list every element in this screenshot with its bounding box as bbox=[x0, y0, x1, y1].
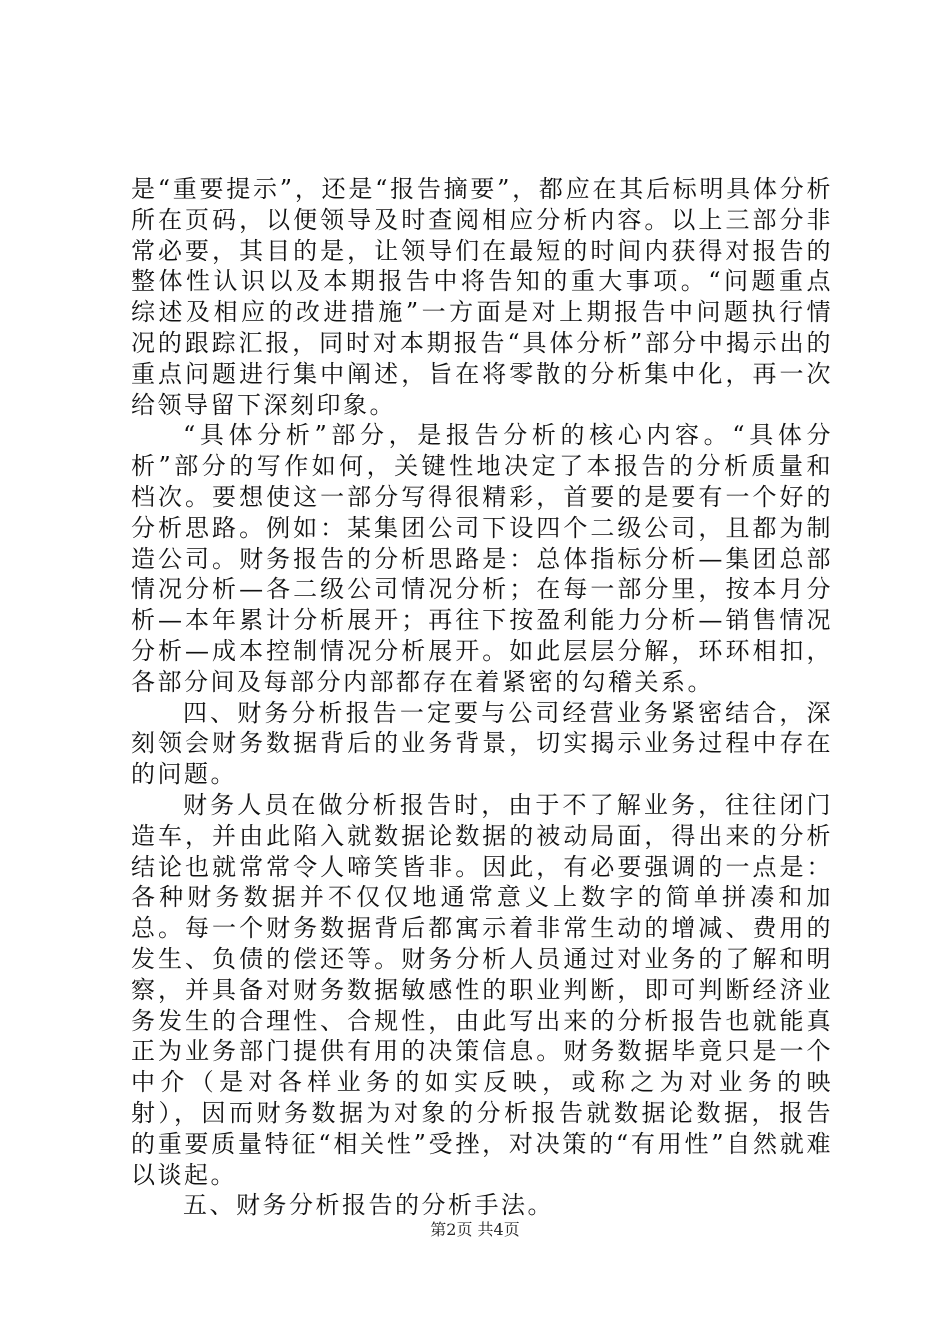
paragraph-4: 财务人员在做分析报告时，由于不了解业务，往往闭门造车，并由此陷入就数据论数据的被动局面，得出来的分析结论也就常常令人啼笑皆非。因此，有必要强调的一点是：各种财务数据并不仅仅地通常意义上数字的简单拼凑和加总。每一个财务数据背后都寓示着非常生动的增减、费用的发生、负债的偿还等。财务分析人员通过对业务的了解和明察，并具备对财务数据敏感性的职业判断，即可判断经济业务发生的合理性、合规性，由此写出来的分析报告也就能真正为业务部门提供有用的决策信息。财务数据毕竟只是一个中介（是对各样业务的如实反映，或称之为对业务的映射），因而财务数据为对象的分析报告就数据论数据，报告的重要质量特征“相关性”受挫，对决策的“有用性”自然就难以谈起。 bbox=[131, 790, 833, 1189]
paragraph-3: 四、财务分析报告一定要与公司经营业务紧密结合，深刻领会财务数据背后的业务背景，切实揭示业务过程中存在的问题。 bbox=[131, 698, 833, 789]
document-body bbox=[131, 174, 833, 1221]
paragraph-2: “具体分析”部分，是报告分析的核心内容。“具体分析”部分的写作如何，关键性地决定了本报告的分析质量和档次。要想使这一部分写得很精彩，首要的是要有一个好的分析思路。例如：某集团公司下设四个二级公司，且都为制造公司。财务报告的分析思路是：总体指标分析—集团总部情况分析—各二级公司情况分析；在每一部分里，按本月分析—本年累计分析展开；再往下按盈利能力分析—销售情况分析—成本控制情况分析展开。如此层层分解，环环相扣，各部分间及每部分内部都存在着紧密的勾稽关系。 bbox=[131, 421, 833, 696]
paragraph-1: 是“重要提示”，还是“报告摘要”，都应在其后标明具体分析所在页码，以便领导及时查阅相应分析内容。以上三部分非常必要，其目的是，让领导们在最短的时间内获得对报告的整体性认识以及本期报告中将告知的重大事项。“问题重点综述及相应的改进措施”一方面是对上期报告中问题执行情况的跟踪汇报，同时对本期报告“具体分析”部分中揭示出的重点问题进行集中阐述，旨在将零散的分析集中化，再一次给领导留下深刻印象。 bbox=[131, 175, 833, 419]
paragraph-5: 五、财务分析报告的分析手法。 bbox=[183, 1191, 554, 1220]
page-footer: 第2页 共4页 bbox=[430, 1220, 520, 1239]
